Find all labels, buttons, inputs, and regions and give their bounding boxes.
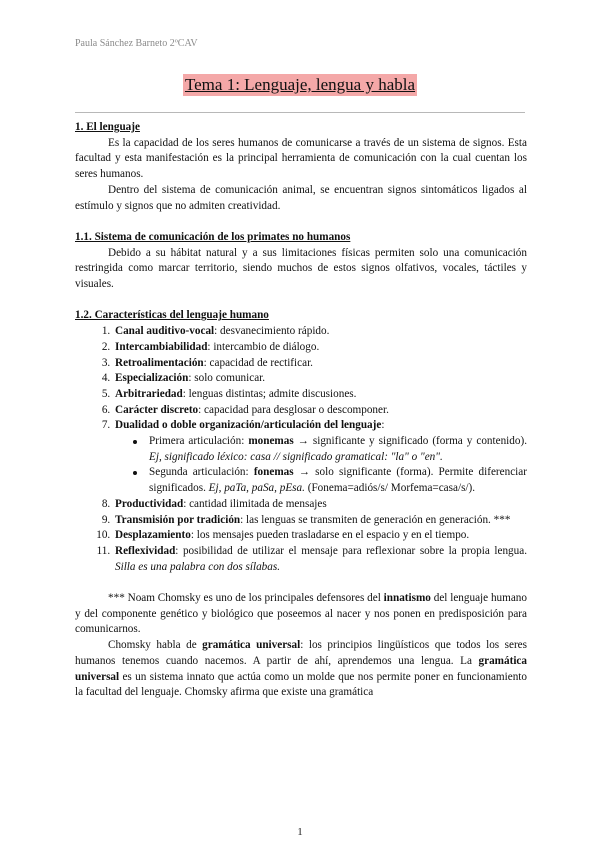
articulation-list: [115, 434, 527, 497]
articulation-item: Segunda articulación: fonemas → solo significante (forma). Permite diferenciar significados. Ej, paTa, paSa, pEsa. (Fonema=adiós/s/ Morfema=casa/s/).: [149, 465, 527, 496]
list-item: 3. Retroalimentación: capacidad de rectificar.: [113, 356, 527, 372]
list-item: 4. Especialización: solo comunicar.: [113, 371, 527, 387]
title-divider: [75, 112, 525, 113]
paragraph: Dentro del sistema de comunicación animal, se encuentran signos sintomáticos ligados al estímulo y signos que no admiten creatividad.: [75, 183, 527, 212]
chomsky-note-paragraph: *** Noam Chomsky es uno de los principales defensores del innatismo del lenguaje humano y del componente genético y biológico que poseemos al nacer y nos ponen en predisposición para comunicarnos.: [75, 592, 527, 636]
list-item: 10. Desplazamiento: los mensajes pueden trasladarse en el espacio y en el tiempo.: [113, 528, 527, 544]
section-heading-primates: 1.1. Sistema de comunicación de los primates no humanos: [75, 230, 351, 243]
page-header: Paula Sánchez Barneto 2ºCAV: [75, 38, 198, 49]
list-item: 7. Dualidad o doble organización/articulación del lenguaje: Primera articulación: monemas → significante y significado (forma y contenido). Ej, significado léxico: casa // significado gramatical: "la" o "en". Segunda articulación: fonemas → solo significante (forma). Permite diferenciar significados. Ej, paTa, paSa, pEsa. (Fonema=adiós/s/ Morfema=casa/s/).: [113, 418, 527, 497]
document-body: [75, 120, 527, 701]
section-heading-caracteristicas: 1.2. Características del lenguaje humano: [75, 309, 269, 322]
page-title: Tema 1: Lenguaje, lengua y habla: [184, 75, 416, 94]
articulation-item: Primera articulación: monemas → significante y significado (forma y contenido). Ej, significado léxico: casa // significado gramatical: "la" o "en".: [149, 434, 527, 465]
chomsky-grammar-paragraph: Chomsky habla de gramática universal: los principios lingüísticos que todos los seres humanos tenemos cuando nacemos. A partir de ahí, aprendemos una lengua. La gramática universal es un sistema innato que actúa como un molde que nos permite poner en funcionamiento la facultad del lenguaje. Chomsky afirma que existe una gramática: [75, 639, 527, 699]
list-item: 6. Carácter discreto: capacidad para desglosar o descomponer.: [113, 403, 527, 419]
list-item: 5. Arbitrariedad: lenguas distintas; admite discusiones.: [113, 387, 527, 403]
list-item: 2. Intercambiabilidad: intercambio de diálogo.: [113, 340, 527, 356]
paragraph: Es la capacidad de los seres humanos de comunicarse a través de un sistema de signos. Esta facultad y esta manifestación es la principal herramienta de comunicación con la cual cuentan los seres humanos.: [75, 136, 527, 181]
list-item: 9. Transmisión por tradición: las lenguas se transmiten de generación en generación. ***: [113, 513, 527, 529]
title-block: [0, 74, 600, 96]
features-list: [75, 324, 527, 575]
list-item: 11. Reflexividad: posibilidad de utilizar el mensaje para reflexionar sobre la propia lengua. Silla es una palabra con dos sílabas.: [113, 544, 527, 575]
list-item: 1. Canal auditivo-vocal: desvanecimiento rápido.: [113, 324, 527, 340]
paragraph: Debido a su hábitat natural y a sus limitaciones físicas permiten solo una comunicación restringida como marcar territorio, siendo muchos de estos signos olfativos, vocales, táctiles y visuales.: [75, 246, 527, 291]
list-item: 8. Productividad: cantidad ilimitada de mensajes: [113, 497, 527, 513]
page-number: 1: [297, 826, 303, 838]
section-heading-lenguaje: 1. El lenguaje: [75, 121, 140, 133]
